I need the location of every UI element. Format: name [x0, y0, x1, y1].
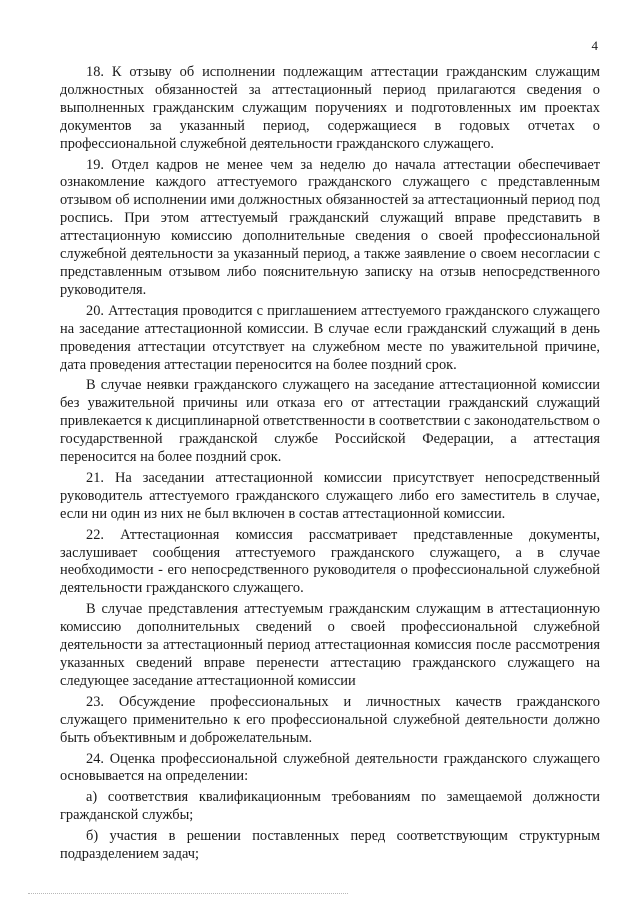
paragraph-20-continued: В случае неявки гражданского служащего на заседание аттестационной комиссии без уважительной причины или отказа его от аттестации гражданский служащий привлекается к дисциплинарной ответственности в соответствии с законодательством о государственной гражданской службе Российской Федерации, а аттестация переносится на более поздний срок.: [60, 377, 600, 466]
paragraph-22-continued: В случае представления аттестуемым гражданским служащим в аттестационную комиссию дополнительных сведений о своей профессиональной служебной деятельности за аттестационный период аттестационная комиссия после рассмотрения указанных сведений вправе перенести аттестацию гражданского служащего на следующее заседание аттестационной комиссии: [60, 601, 600, 689]
paragraph-21: 21. На заседании аттестационной комиссии присутствует непосредственный руководитель аттестуемого гражданского служащего либо его заместитель в случае, если ни один из них не был включен в состав аттестационной комиссии.: [60, 469, 600, 522]
paragraph-23: 23. Обсуждение профессиональных и личностных качеств гражданского служащего применительно к его профессиональной служебной деятельности должно быть объективным и доброжелательным.: [60, 693, 600, 746]
page-number: 4: [591, 38, 598, 53]
paragraph-19: 19. Отдел кадров не менее чем за неделю до начала аттестации обеспечивает ознакомление каждого аттестуемого гражданского служащего с представленным отзывом об исполнении ими должностных обязанностей за аттестационный период под роспись. При этом аттестуемый гражданский служащий вправе представить в аттестационную комиссию дополнительные сведения о своей профессиональной служебной деятельности за указанный период, а также заявление о своем несогласии с представленным отзывом либо пояснительную записку на отзыв непосредственного руководителя.: [60, 156, 600, 298]
document-body: [60, 64, 600, 867]
paragraph-22: 22. Аттестационная комиссия рассматривает представленные документы, заслушивает сообщения аттестуемого гражданского служащего, а в случае необходимости - его непосредственного руководителя о профессиональной служебной деятельности гражданского служащего.: [60, 526, 600, 597]
paragraph-24-item-a: а) соответствия квалификационным требованиям по замещаемой должности гражданской службы;: [60, 789, 600, 824]
paragraph-20: 20. Аттестация проводится с приглашением аттестуемого гражданского служащего на заседание аттестационной комиссии. В случае если гражданский служащий в день проведения аттестации отсутствует на служебном месте по уважительной причине, дата проведения аттестации переносится на более поздний срок.: [60, 302, 600, 373]
paragraph-18: 18. К отзыву об исполнении подлежащим аттестации гражданским служащим должностных обязанностей за аттестационный период прилагаются сведения о выполненных гражданским служащим поручениях и подготовленных им проектах документов за указанный период, содержащиеся в годовых отчетах о профессиональной служебной деятельности гражданского служащего.: [60, 64, 600, 152]
scan-edge-line: [28, 893, 348, 894]
paragraph-24-item-b: б) участия в решении поставленных перед соответствующим структурным подразделением задач;: [60, 828, 600, 863]
paragraph-24: 24. Оценка профессиональной служебной деятельности гражданского служащего основывается на определении:: [60, 750, 600, 785]
